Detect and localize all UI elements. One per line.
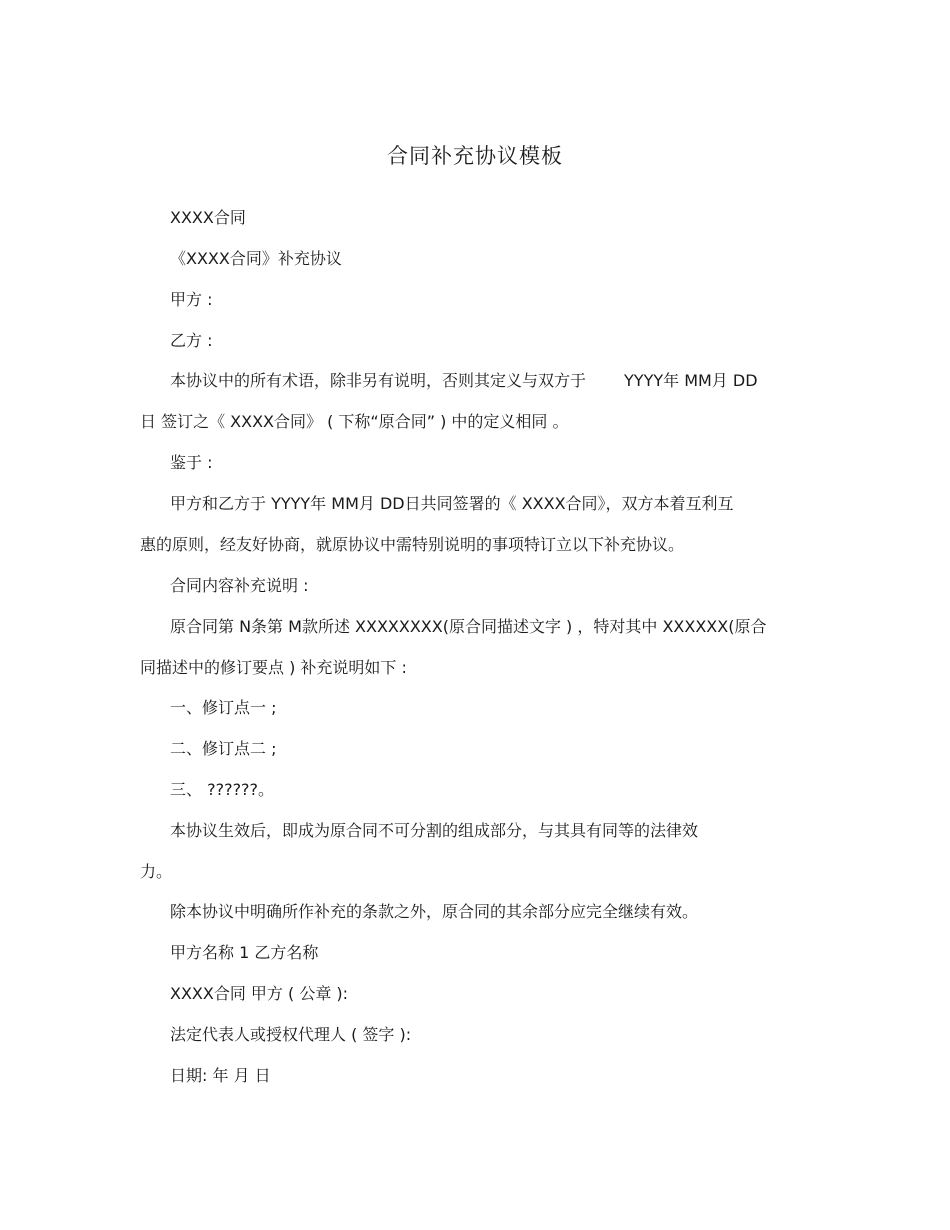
party-b-label: 乙方 : <box>170 331 213 350</box>
terms-date: YYYY年 MM月 DD <box>624 371 758 390</box>
effect-paragraph-line2: 力。 <box>140 862 173 881</box>
seal-line: XXXX合同 甲方 ( 公章 ): <box>170 984 349 1003</box>
revision-item-2: 二、修订点二 ; <box>170 739 277 758</box>
contract-name: XXXX合同 <box>170 208 246 227</box>
effect-paragraph-line1: 本协议生效后，即成为原合同不可分割的组成部分，与其具有同等的法律效 <box>170 821 699 840</box>
terms-paragraph-line2: 日 签订之《 XXXX合同》 ( 下称“原合同” ) 中的定义相同 。 <box>140 412 569 431</box>
revision-item-3: 三、 ??????。 <box>170 780 275 799</box>
whereas-paragraph-line1: 甲方和乙方于 YYYY年 MM月 DD日共同签署的《 XXXX合同》，双方本着互利互 <box>170 494 734 513</box>
supplement-heading: 合同内容补充说明 : <box>170 576 309 595</box>
whereas-paragraph-line2: 惠的原则，经友好协商，就原协议中需特别说明的事项特订立以下补充协议。 <box>140 535 685 554</box>
whereas-label: 鉴于 : <box>170 453 213 472</box>
remainder-clause: 除本协议中明确所作补充的条款之外，原合同的其余部分应完全继续有效。 <box>170 902 699 921</box>
terms-text: 本协议中的所有术语，除非另有说明，否则其定义与双方于 <box>170 371 587 390</box>
terms-paragraph-line1 <box>170 370 758 392</box>
party-names-line: 甲方名称 1 乙方名称 <box>170 943 319 962</box>
date-line: 日期: 年 月 日 <box>170 1066 271 1085</box>
supplement-paragraph-line1: 原合同第 N条第 M款所述 XXXXXXXX(原合同描述文字 ) ，特对其中 XXXXXX(原合 <box>170 617 767 636</box>
representative-signature-line: 法定代表人或授权代理人 ( 签字 ): <box>170 1025 412 1044</box>
agreement-name: 《XXXX合同》补充协议 <box>170 249 342 268</box>
supplement-paragraph-line2: 同描述中的修订要点 ) 补充说明如下 : <box>140 658 407 677</box>
document-title: 合同补充协议模板 <box>387 144 563 168</box>
party-a-label: 甲方 : <box>170 290 213 309</box>
revision-item-1: 一、修订点一 ; <box>170 698 277 717</box>
